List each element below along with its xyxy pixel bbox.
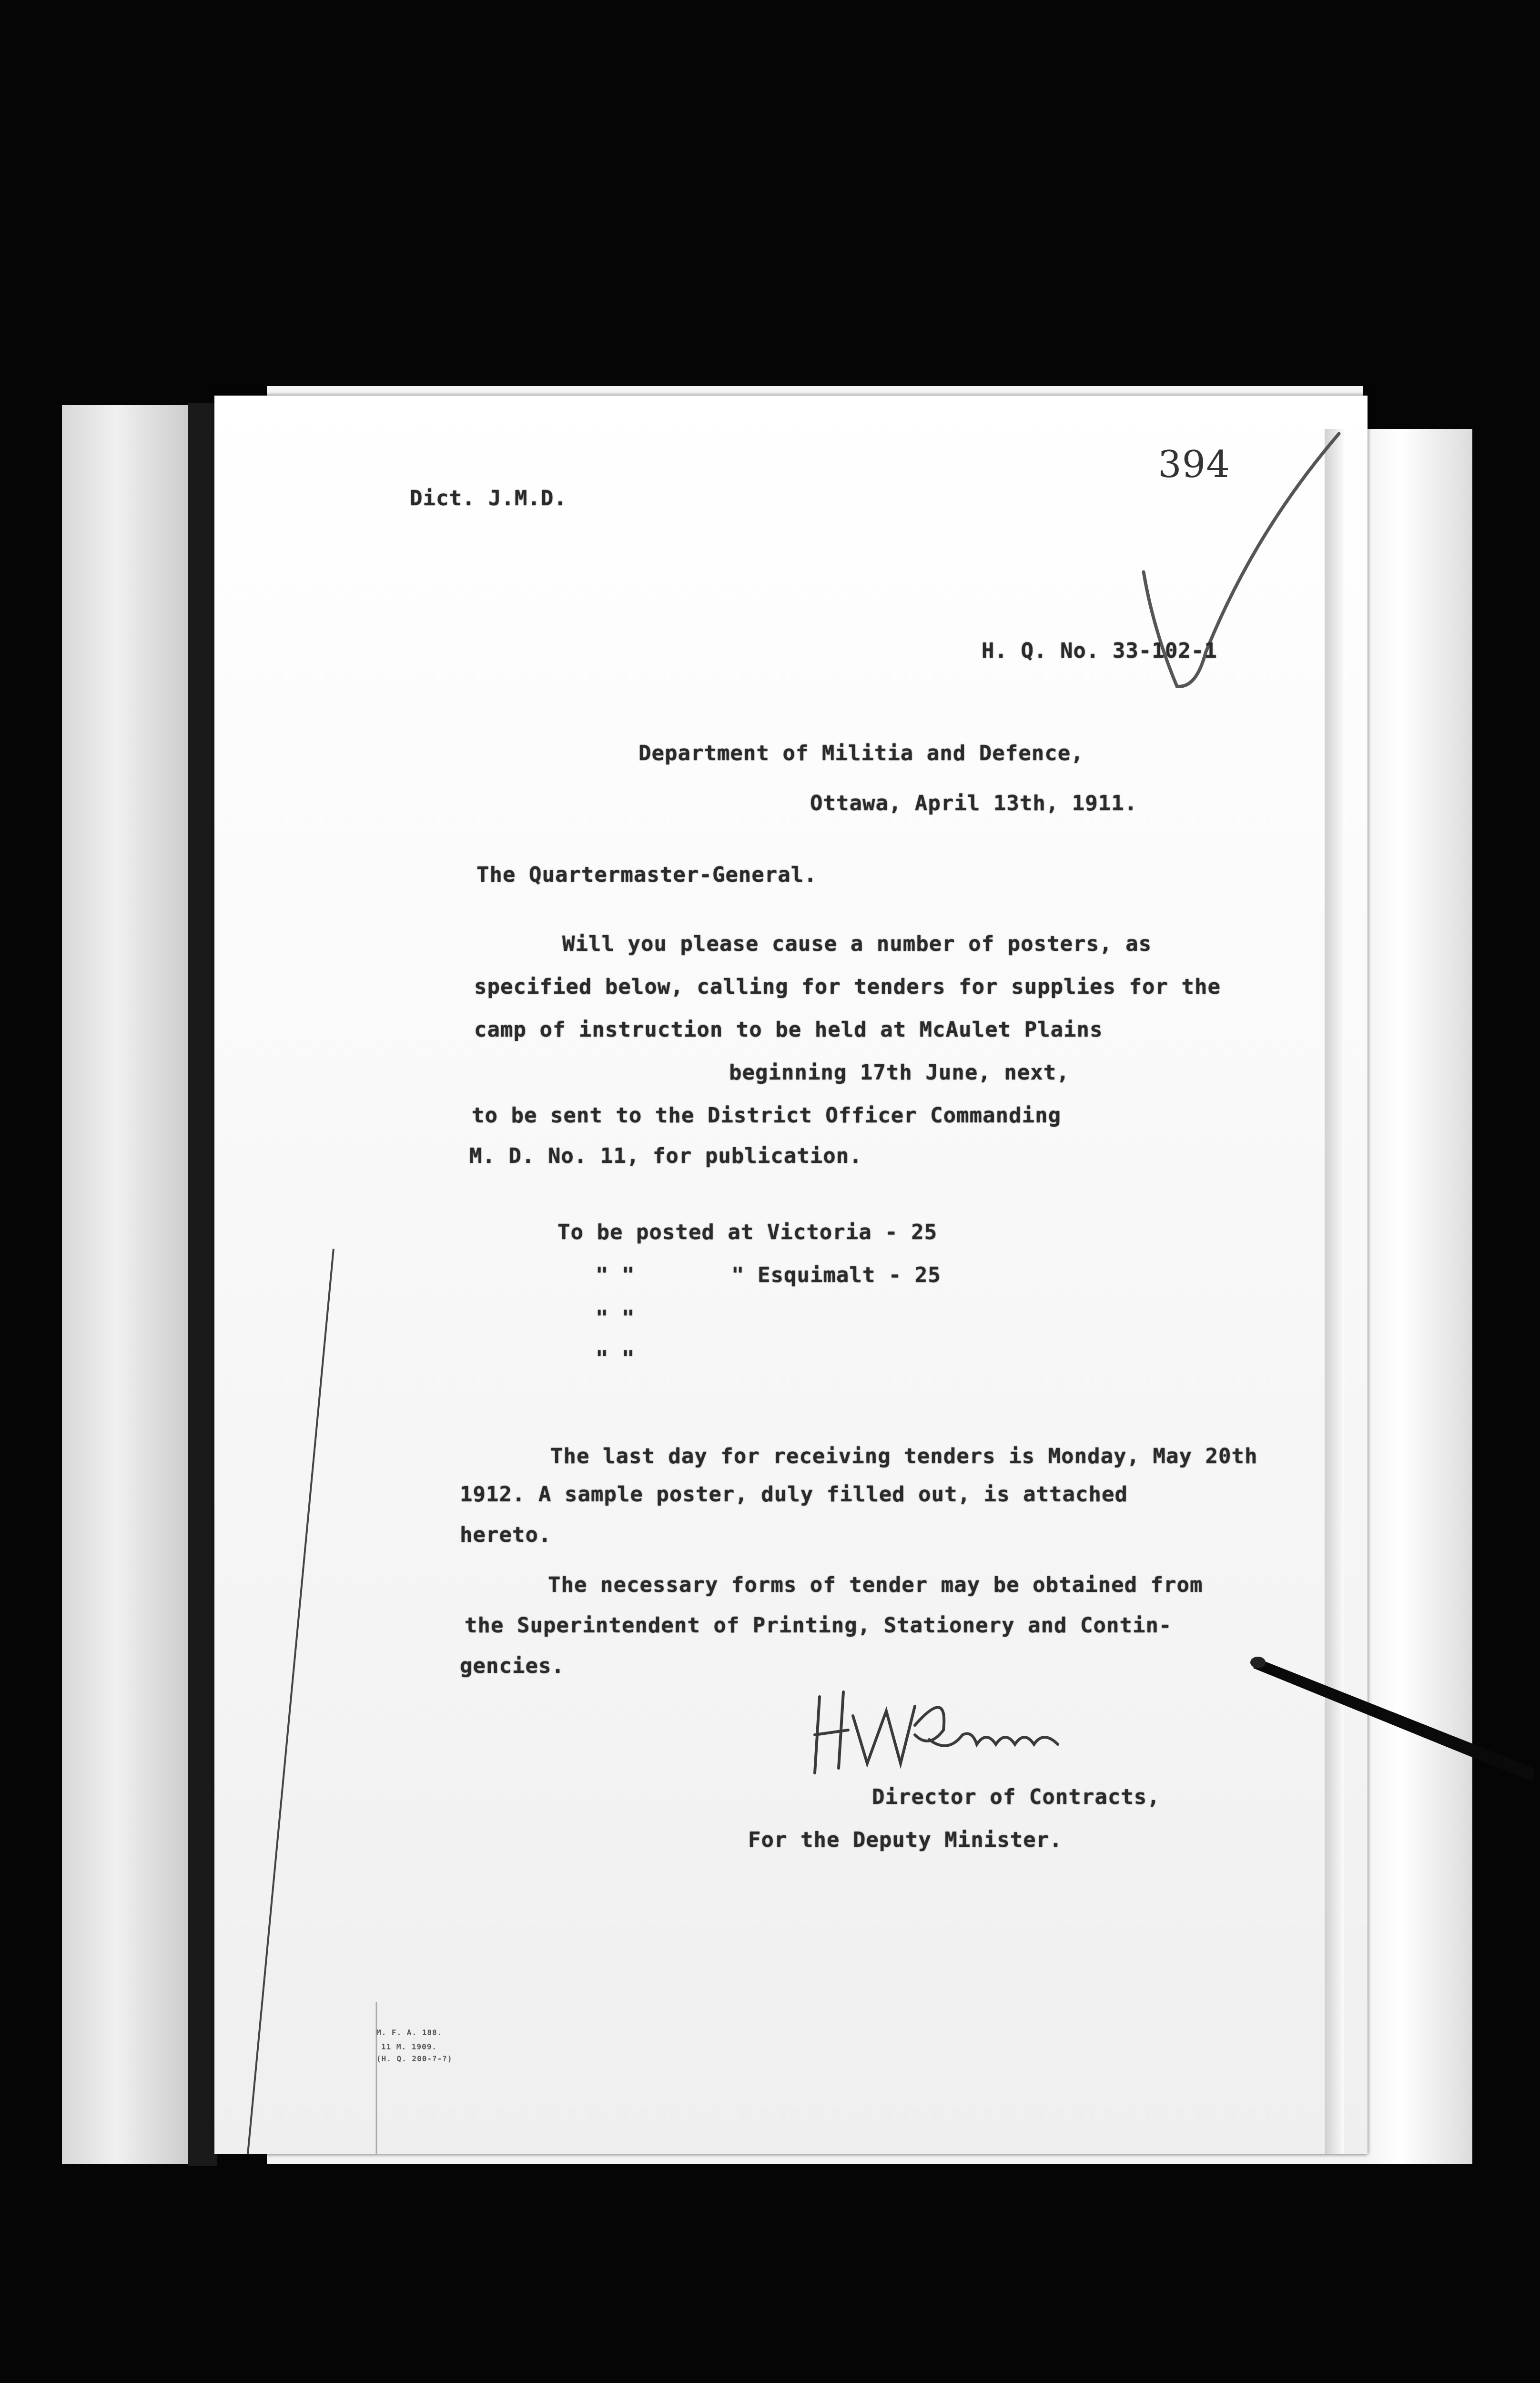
paragraph-3-line-1: The necessary forms of tender may be obtained from [548,1573,1203,1597]
paragraph-2-line-3: hereto. [460,1523,552,1547]
paragraph-2-line-1: The last day for receiving tenders is Monday, May 20th [550,1444,1258,1468]
paragraph-1-line-3: camp of instruction to be held at McAulet Plains [474,1018,1103,1042]
signature-title: Director of Contracts, [872,1785,1160,1809]
paragraph-1-line-6: M. D. No. 11, for publication. [469,1144,862,1168]
form-code-line-2: 11 M. 1909. [381,2042,437,2051]
pen [1248,1640,1540,1792]
paragraph-1-line-4: beginning 17th June, next, [729,1060,1070,1085]
posted-at-line-1: To be posted at Victoria - 25 [557,1220,938,1244]
department-heading: Department of Militia and Defence, [638,741,1084,765]
letter-date: Ottawa, April 13th, 1911. [810,791,1138,815]
paragraph-2-line-2: 1912. A sample poster, duly filled out, is attached [460,1482,1128,1507]
addressee: The Quartermaster-General. [476,863,817,887]
posted-at-line-2: " Esquimalt - 25 [731,1263,941,1287]
hq-number: H. Q. No. 33-102-1 [982,639,1217,663]
posted-at-ditto-marks: " " [596,1263,635,1287]
page-number: 394 [1158,443,1230,486]
signature [805,1678,1072,1782]
paragraph-1-line-5: to be sent to the District Officer Commanding [472,1103,1062,1128]
signature-for: For the Deputy Minister. [748,1828,1063,1852]
paragraph-3-line-3: gencies. [460,1654,565,1678]
paragraph-1-line-1: Will you please cause a number of posters, as [562,932,1152,956]
paragraph-1-line-2: specified below, calling for tenders for supplies for the [474,975,1221,999]
posted-at-line-3: " " [596,1306,635,1330]
form-code-line-3: (H. Q. 200-?-?) [376,2054,453,2063]
paragraph-3-line-2: the Superintendent of Printing, Stationery and Contin- [465,1613,1172,1638]
dictation-initials: Dict. J.M.D. [410,486,567,510]
form-code-line-1: M. F. A. 188. [376,2028,443,2037]
posted-at-line-4: " " [596,1346,635,1371]
